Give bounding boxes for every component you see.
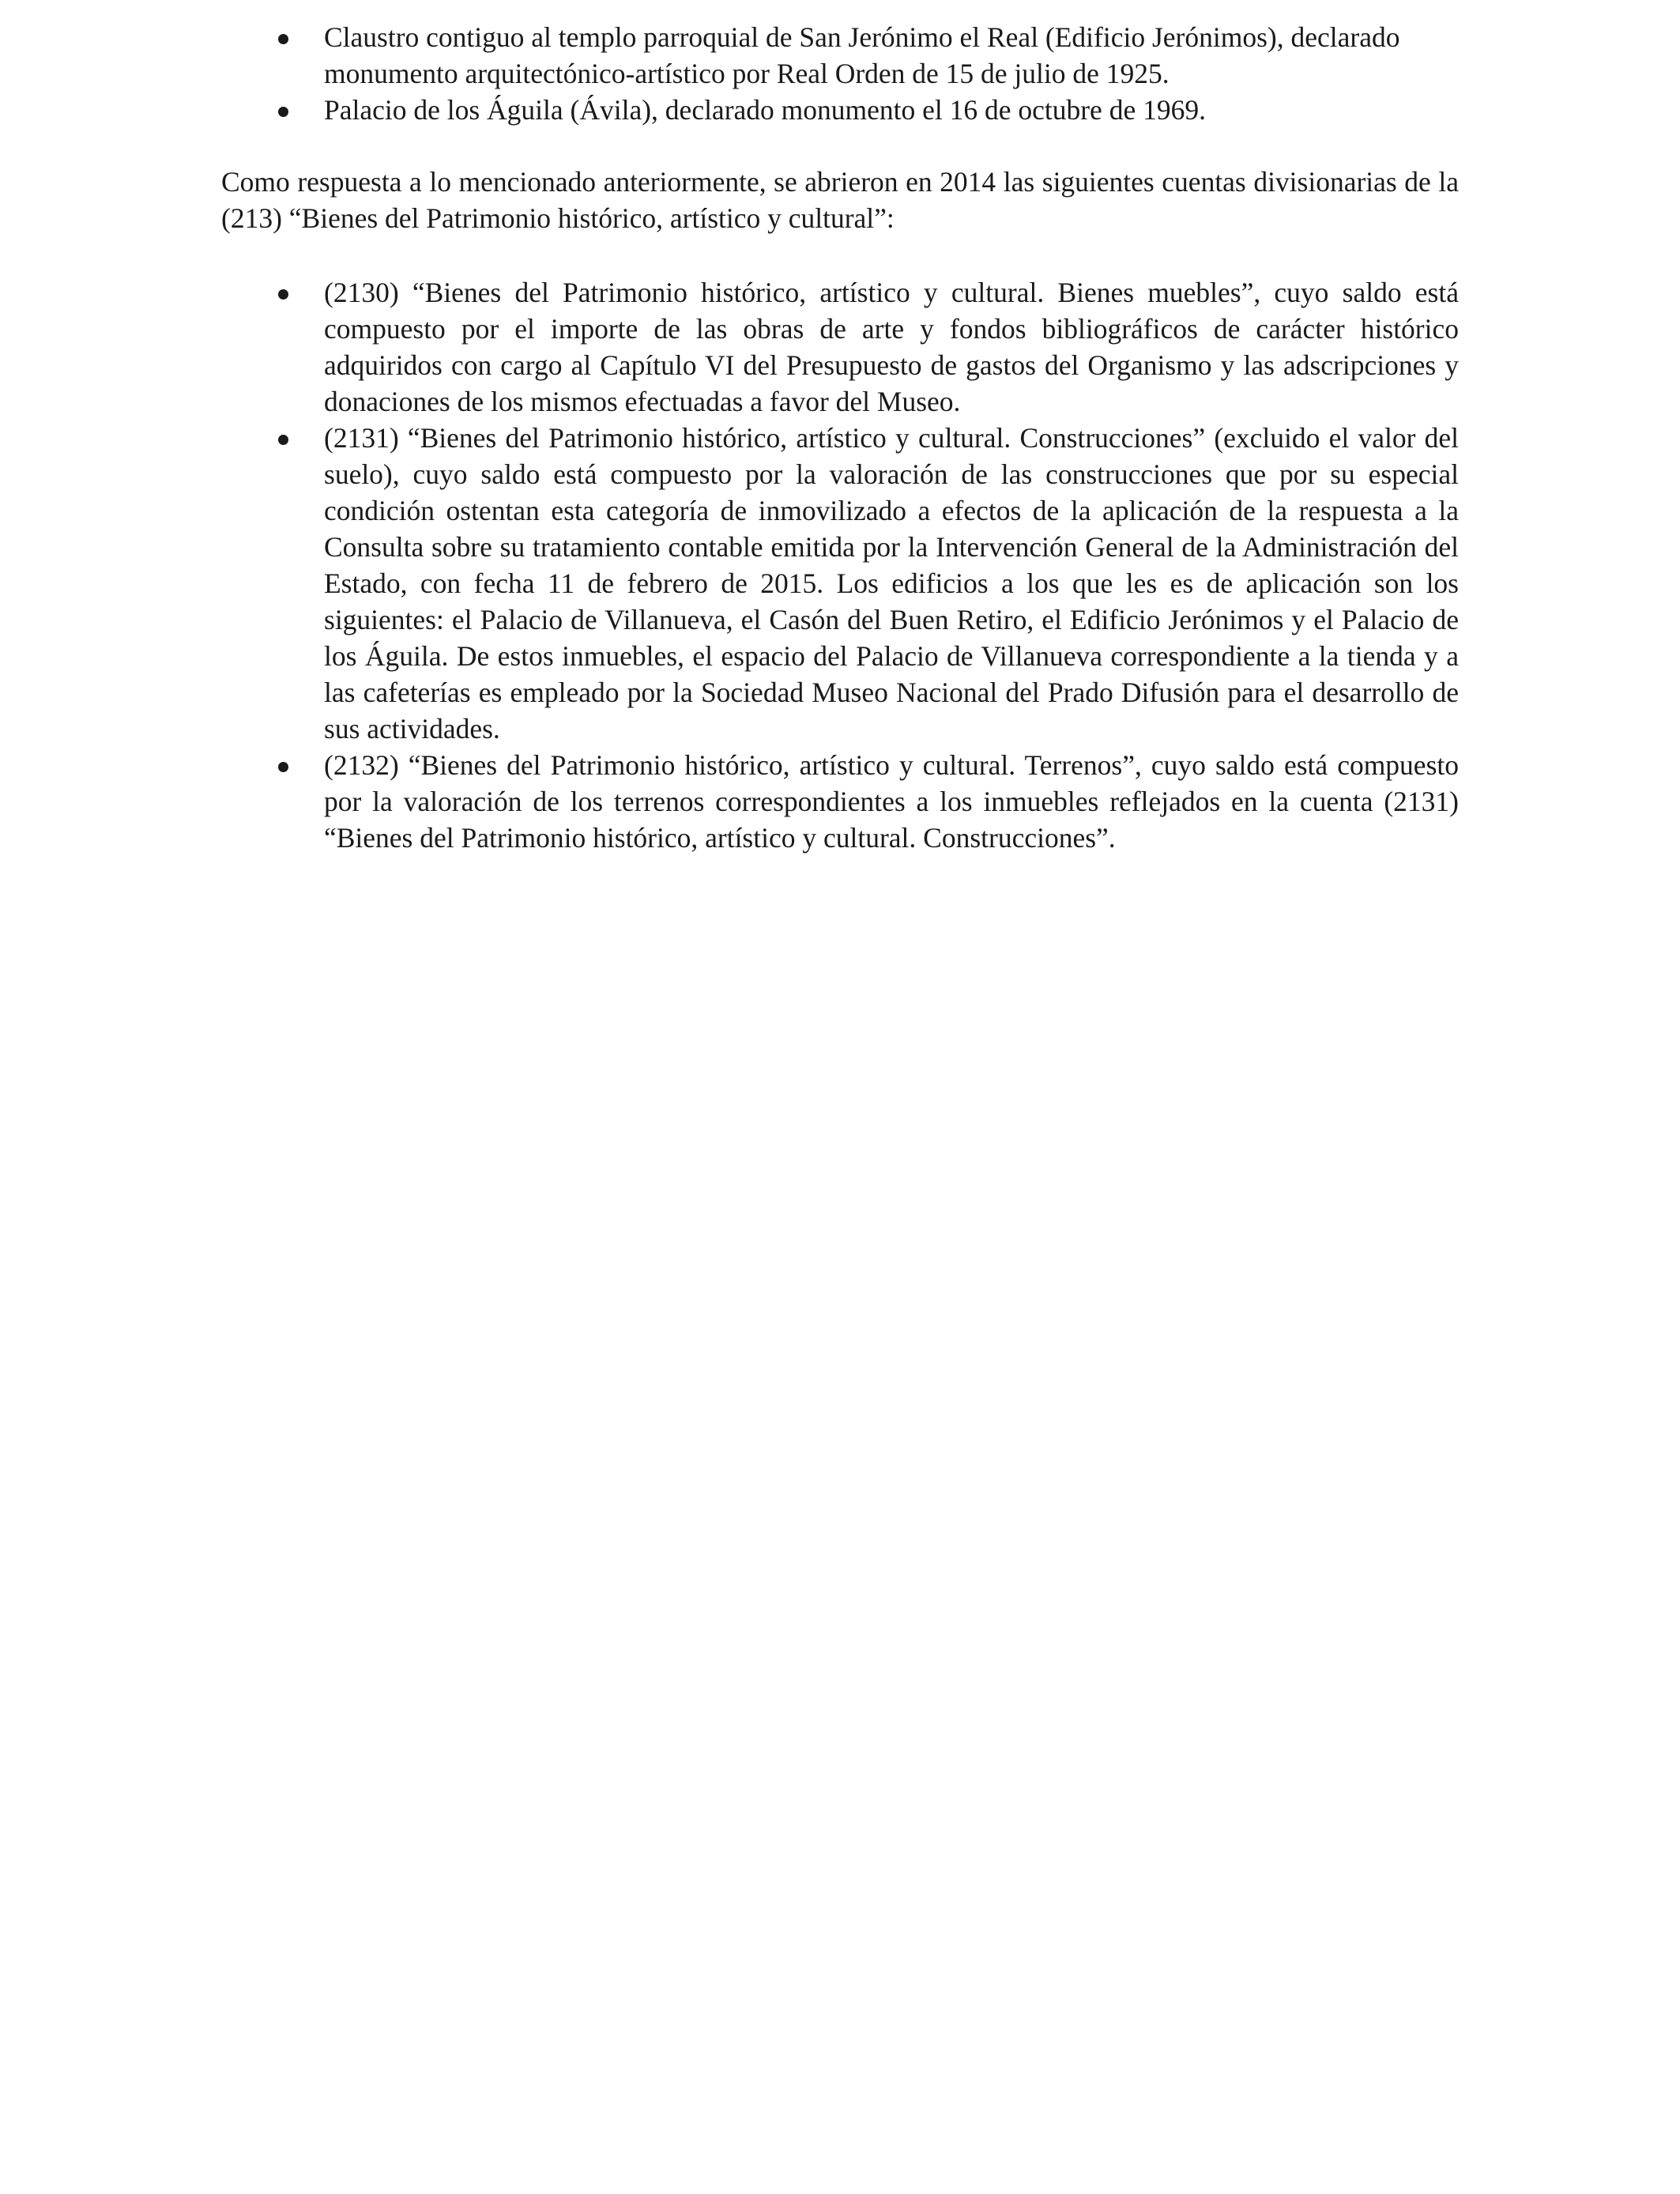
list-item-text: Palacio de los Águila (Ávila), declarado monumento el 16 de octubre de 1969. bbox=[324, 94, 1206, 126]
list-item-text: (2131) “Bienes del Patrimonio histórico, artístico y cultural. Construcciones” (excluido el valor del suelo), cuyo saldo está compuesto por la valoración de las construcciones que por su especial condición ostentan esta categoría de inmovilizado a efectos de la aplicación de la respuesta a la Consulta sobre su tratamiento contable emitida por la Intervención General de la Administración del Estado, con fecha 11 de febrero de 2015. Los edificios a los que les es de aplicación son los siguientes: el Palacio de Villanueva, el Casón del Buen Retiro, el Edificio Jerónimos y el Palacio de los Águila. De estos inmuebles, el espacio del Palacio de Villanueva correspondiente a la tienda y a las cafeterías es empleado por la Sociedad Museo Nacional del Prado Difusión para el desarrollo de sus actividades. bbox=[324, 422, 1459, 745]
list-item bbox=[221, 92, 1459, 128]
bullet-icon bbox=[278, 289, 288, 300]
bullet-icon bbox=[278, 107, 288, 117]
document-page bbox=[221, 19, 1459, 856]
bullet-icon bbox=[278, 435, 288, 445]
bullet-icon bbox=[278, 34, 288, 44]
accounts-list bbox=[221, 274, 1459, 856]
list-item-text: (2130) “Bienes del Patrimonio histórico, artístico y cultural. Bienes muebles”, cuyo saldo está compuesto por el importe de las obras de arte y fondos bibliográficos de carácter histórico adquiridos con cargo al Capítulo VI del Presupuesto de gastos del Organismo y las adscripciones y donaciones de los mismos efectuadas a favor del Museo. bbox=[324, 277, 1459, 417]
list-item bbox=[221, 19, 1459, 92]
list-item bbox=[221, 274, 1459, 420]
monuments-list bbox=[221, 19, 1459, 128]
list-item-text: (2132) “Bienes del Patrimonio histórico, artístico y cultural. Terrenos”, cuyo saldo está compuesto por la valoración de los terrenos correspondientes a los inmuebles reflejados en la cuenta (2131) “Bienes del Patrimonio histórico, artístico y cultural. Construcciones”. bbox=[324, 749, 1459, 854]
bullet-icon bbox=[278, 762, 288, 772]
list-item bbox=[221, 747, 1459, 856]
list-item bbox=[221, 420, 1459, 747]
intro-paragraph: Como respuesta a lo mencionado anteriormente, se abrieron en 2014 las siguientes cuentas divisionarias de la (213) “Bienes del Patrimonio histórico, artístico y cultural”: bbox=[221, 166, 1459, 234]
list-item-text: Claustro contiguo al templo parroquial de San Jerónimo el Real (Edificio Jerónimos), declarado monumento arquitectónico-artístico por Real Orden de 15 de julio de 1925. bbox=[324, 21, 1400, 89]
